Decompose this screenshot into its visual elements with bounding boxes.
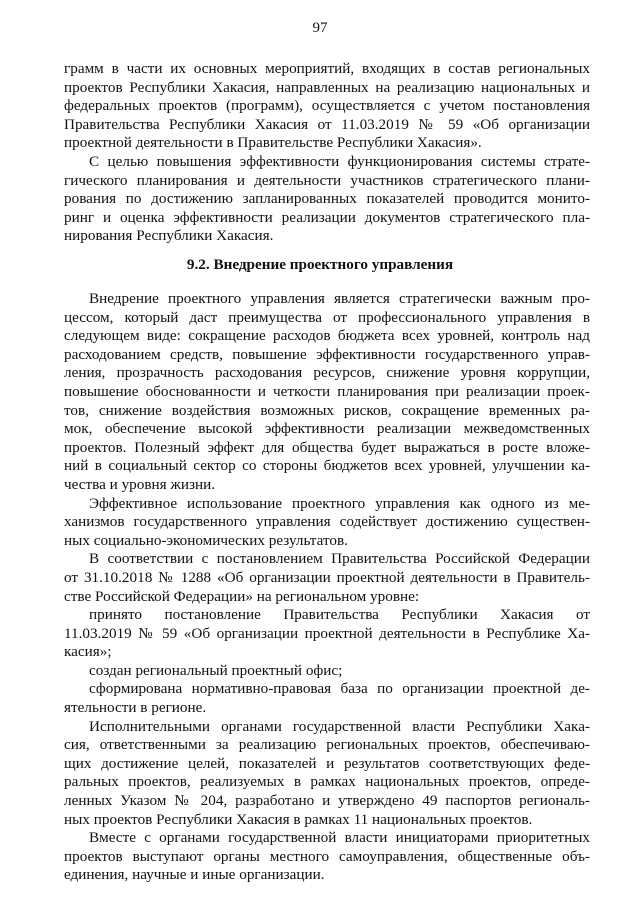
text-line: ний в социальный сектор со стороны бюджетов всех уровней, улучшении ка-	[64, 457, 590, 475]
text-line: Эффективное использование проектного управления как одного из ме-	[89, 494, 590, 512]
text-line: Внедрение проектного управления является стратегически важным про-	[89, 290, 590, 307]
text-line: создан региональный проектный офис;	[89, 661, 343, 679]
text-line: рования по достижению запланированных показателей проводится монито-	[64, 190, 590, 208]
text-line: ленных Указом № 204, разработано и утверждено 49 паспортов региональ-	[64, 792, 590, 810]
text-line: касия»;	[64, 643, 112, 661]
text-line: Исполнительными органами государственной власти Республики Хака-	[89, 717, 590, 735]
text-line: ных социально-экономических результатов.	[64, 531, 348, 549]
text-line: федеральных проектов (программ), осуществляется с учетом постановления	[64, 97, 590, 115]
text-line: ханизмов государственного управления содействует достижению существен-	[64, 513, 590, 531]
page-number: 97	[312, 20, 328, 36]
text-line: проектов. Полезный эффект для общества будет выражаться в росте вложе-	[64, 438, 590, 456]
text-line: следующем виде: сокращение расходов бюджета всех уровней, контроль над	[64, 327, 590, 345]
text-line: сия, ответственными за реализацию региональных проектов, обеспечиваю-	[64, 736, 590, 754]
text-line: ятельности в регионе.	[64, 699, 207, 717]
intro-text	[64, 60, 590, 246]
text-line: сформирована нормативно-правовая база по организации проектной де-	[89, 680, 590, 698]
text-line: цессом, который даст преимущества от профессионального управления в	[64, 308, 590, 326]
text-line: ринг и оценка эффективности реализации документов стратегического пла-	[64, 208, 590, 226]
text-line: проектной деятельности в Правительстве Республики Хакасия».	[64, 134, 482, 152]
text-line: мок, обеспечение высокой эффективности реализации межведомственных	[64, 420, 590, 438]
section-heading: 9.2. Внедрение проектного управления	[186, 256, 454, 273]
text-line: В соответствии с постановлением Правительства Российской Федерации	[89, 550, 590, 568]
text-line: тов, снижение воздействия возможных рисков, сокращение временных ра-	[64, 401, 590, 419]
text-line: повышение обоснованности и четкости планирования при реализации проек-	[64, 382, 590, 400]
text-line: ральных проектов, реализуемых в рамках национальных проектов, опреде-	[64, 773, 590, 791]
text-line: Вместе с органами государственной власти инициаторами приоритетных	[89, 829, 590, 847]
text-line: 11.03.2019 № 59 «Об организации проектной деятельности в Республике Ха-	[64, 624, 590, 642]
text-line: чества и уровня жизни.	[64, 475, 216, 493]
text-line: проектов Республики Хакасия, направленных на реализацию национальных и	[64, 78, 590, 96]
text-line: щих достижение целей, показателей и результатов соответствующих феде-	[64, 754, 590, 772]
text-line: грамм в части их основных мероприятий, входящих в состав региональных	[64, 60, 590, 77]
section-text	[64, 290, 590, 885]
text-line: Правительства Республики Хакасия от 11.03.2019 № 59 «Об организации	[64, 115, 590, 133]
text-line: гического планирования и деятельности участников стратегического плани-	[64, 171, 590, 189]
text-line: от 31.10.2018 № 1288 «Об организации проектной деятельности в Правитель-	[64, 568, 590, 586]
text-line: ных проектов Республики Хакасия в рамках 11 национальных проектов.	[64, 810, 533, 828]
text-line: С целью повышения эффективности функционирования системы страте-	[89, 152, 590, 170]
text-line: единения, научные и иные организации.	[64, 866, 325, 884]
text-line: стве Российской Федерации» на региональном уровне:	[64, 587, 420, 605]
text-line: нирования Республики Хакасия.	[64, 227, 274, 245]
text-line: ления, прозрачность расходования ресурсов, снижение уровня коррупции,	[64, 364, 590, 382]
text-line: принято постановление Правительства Республики Хакасия от	[89, 606, 590, 624]
text-line: расходованием средств, повышение эффективности государственного управ-	[64, 345, 590, 363]
text-line: проектов выступают органы местного самоуправления, общественные объ-	[64, 847, 590, 865]
